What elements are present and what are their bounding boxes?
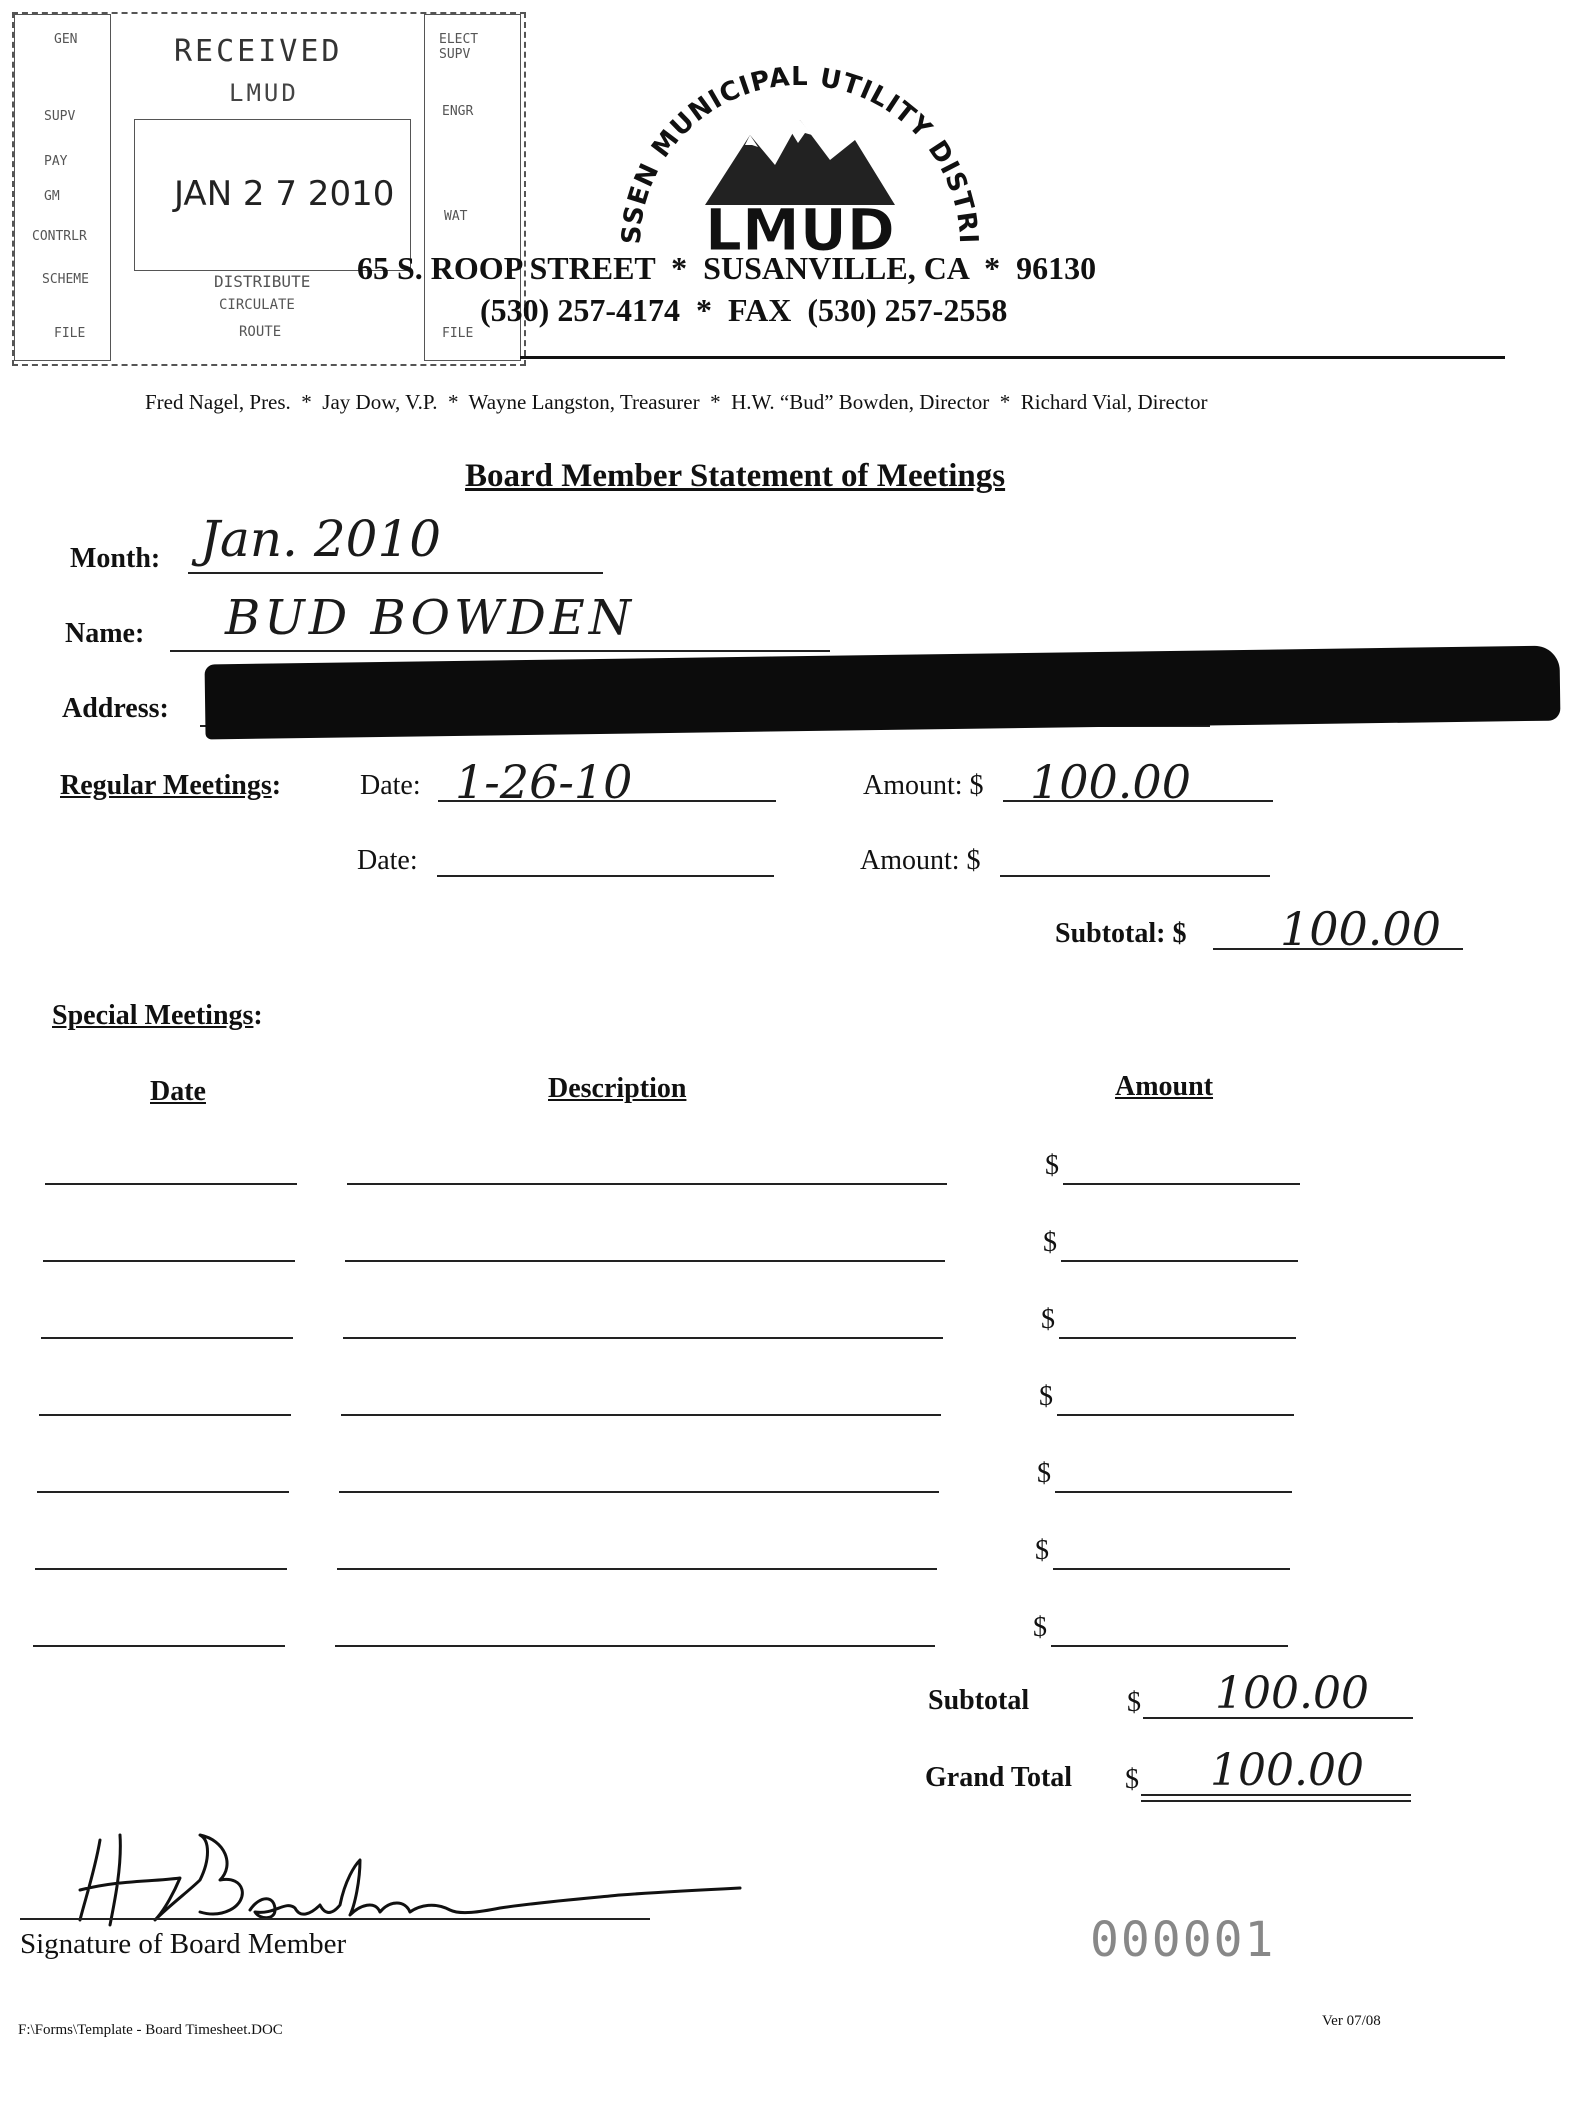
- special-amount-dollar: $: [1045, 1150, 1059, 1181]
- stamp-label-gen: GEN: [54, 32, 78, 47]
- header-rule: [520, 356, 1505, 359]
- special-amount-line: [1051, 1645, 1288, 1647]
- footer-version: Ver 07/08: [1322, 2013, 1381, 2029]
- name-label: Name:: [65, 618, 145, 649]
- serial-number: 000001: [1090, 1912, 1276, 1968]
- special-description-line: [347, 1183, 947, 1185]
- stamp-date: JAN 2 7 2010: [174, 174, 395, 214]
- regular-amount-value-1: 100.00: [1030, 755, 1191, 809]
- special-amount-dollar: $: [1035, 1535, 1049, 1566]
- logo-arc-text: SEN MUNICIPAL UTILITY DISTR: [620, 61, 980, 235]
- grand-total-label: Grand Total: [925, 1762, 1073, 1793]
- name-value: BUD BOWDEN: [225, 590, 635, 646]
- special-amount-dollar: $: [1041, 1304, 1055, 1335]
- stamp-label-wat: WAT: [444, 209, 468, 224]
- special-description-line: [335, 1645, 935, 1647]
- special-amount-line: [1057, 1414, 1294, 1416]
- received-stamp: [12, 12, 526, 366]
- lmud-logo: [620, 55, 980, 255]
- regular-date-label-1: Date:: [360, 770, 421, 801]
- special-description-line: [337, 1568, 937, 1570]
- stamp-label-engr: ENGR: [442, 104, 474, 119]
- footer-path: F:\Forms\Template - Board Timesheet.DOC: [18, 2022, 283, 2038]
- name-line: [170, 650, 830, 652]
- stamp-title: RECEIVED: [174, 34, 343, 69]
- regular-amount-label-1: Amount: $: [863, 770, 984, 801]
- address-label: Address:: [62, 693, 169, 724]
- month-value: Jan. 2010: [200, 510, 442, 568]
- special-meetings-label: Special Meetings:: [52, 1000, 263, 1031]
- special-description-line: [345, 1260, 945, 1262]
- stamp-label-supv: SUPV: [44, 109, 76, 124]
- stamp-org: LMUD: [229, 79, 299, 107]
- officers-line: Fred Nagel, Pres. * Jay Dow, V.P. * Wayne Langston, Treasurer * H.W. “Bud” Bowden, Director * Richard Vial, Director: [145, 390, 1208, 414]
- logo-initials: LMUD: [705, 196, 895, 255]
- regular-date-line-2: [437, 875, 774, 877]
- special-amount-dollar: $: [1033, 1612, 1047, 1643]
- special-amount-line: [1053, 1568, 1290, 1570]
- header-address: 65 S. ROOP STREET * SUSANVILLE, CA * 96130: [357, 250, 1097, 286]
- form-title: Board Member Statement of Meetings: [465, 458, 1006, 494]
- stamp-label-circulate: CIRCULATE: [219, 297, 295, 313]
- special-date-line: [37, 1491, 289, 1493]
- stamp-label-file-left: FILE: [54, 326, 86, 341]
- special-date-line: [41, 1337, 293, 1339]
- special-description-line: [339, 1491, 939, 1493]
- regular-amount-line-2: [1000, 875, 1270, 877]
- special-amount-dollar: $: [1037, 1458, 1051, 1489]
- special-amount-line: [1061, 1260, 1298, 1262]
- col-header-description: Description: [548, 1073, 687, 1104]
- grand-total-line-double: [1141, 1800, 1411, 1802]
- special-subtotal-value: 100.00: [1215, 1668, 1369, 1719]
- grand-total-dollar: $: [1125, 1764, 1139, 1795]
- stamp-label-route: ROUTE: [239, 324, 282, 340]
- handwritten-signature: [60, 1820, 760, 1940]
- regular-date-value-1: 1-26-10: [455, 755, 633, 809]
- col-header-amount: Amount: [1115, 1071, 1214, 1102]
- regular-subtotal-label: Subtotal: $: [1055, 918, 1187, 949]
- regular-meetings-label: Regular Meetings:: [60, 770, 282, 801]
- special-amount-line: [1059, 1337, 1296, 1339]
- special-amount-dollar: $: [1039, 1381, 1053, 1412]
- header-phone: (530) 257-4174 * FAX (530) 257-2558: [480, 292, 1008, 328]
- stamp-label-elect-supv: ELECT SUPV: [439, 32, 479, 62]
- signature-label: Signature of Board Member: [20, 1928, 347, 1960]
- regular-amount-label-2: Amount: $: [860, 845, 981, 876]
- regular-subtotal-value: 100.00: [1280, 902, 1441, 956]
- special-date-line: [45, 1183, 297, 1185]
- month-line: [188, 572, 603, 574]
- special-description-line: [341, 1414, 941, 1416]
- stamp-label-scheme: SCHEME: [42, 272, 89, 287]
- col-header-date: Date: [150, 1076, 206, 1107]
- special-date-line: [43, 1260, 295, 1262]
- special-amount-dollar: $: [1043, 1227, 1057, 1258]
- stamp-label-contrlr: CONTRLR: [32, 229, 87, 244]
- special-description-line: [343, 1337, 943, 1339]
- stamp-label-file-right: FILE: [442, 326, 474, 341]
- special-date-line: [35, 1568, 287, 1570]
- regular-date-label-2: Date:: [357, 845, 418, 876]
- stamp-label-gm: GM: [44, 189, 60, 204]
- stamp-label-pay: PAY: [44, 154, 68, 169]
- special-amount-line: [1055, 1491, 1292, 1493]
- stamp-label-distribute: DISTRIBUTE: [214, 272, 311, 291]
- signature-line: [20, 1918, 650, 1920]
- special-date-line: [39, 1414, 291, 1416]
- special-date-line: [33, 1645, 285, 1647]
- grand-total-value: 100.00: [1210, 1745, 1364, 1796]
- special-amount-line: [1063, 1183, 1300, 1185]
- month-label: Month:: [70, 543, 161, 574]
- address-redaction: [205, 646, 1561, 740]
- special-subtotal-label: Subtotal: [928, 1685, 1030, 1716]
- special-subtotal-dollar: $: [1127, 1687, 1141, 1718]
- lmud-logo-graphic: [620, 55, 980, 255]
